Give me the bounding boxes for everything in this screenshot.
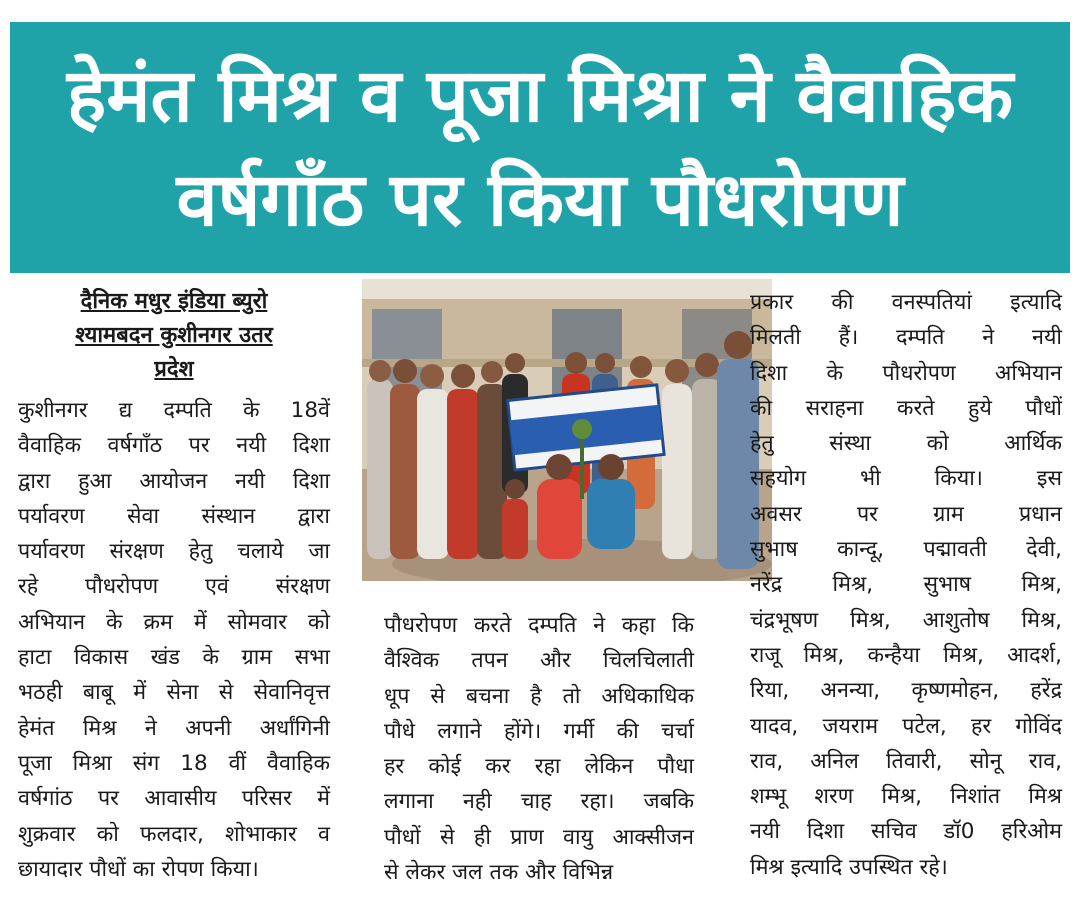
text-line: हेतु संस्था को आर्थिक	[750, 431, 1062, 457]
text-line: से लेकर जल तक और विभिन्न	[384, 860, 614, 886]
text-line: पौधे लगाने होंगे। गर्मी की चर्चा	[384, 718, 694, 744]
text-line: शम्भू शरण मिश्र, निशांत मिश्र	[750, 784, 1062, 810]
text-line: वर्षगांठ पर आवासीय परिसर में	[18, 786, 330, 812]
byline-line-2: श्यामबदन कुशीनगर उतर	[75, 323, 273, 348]
text-line: पर्यावरण सेवा संस्थान द्वारा	[18, 503, 330, 529]
headline-banner	[10, 22, 1070, 273]
text-line: द्वारा हुआ आयोजन नयी दिशा	[18, 468, 330, 494]
text-line: भठही बाबू में सेना से सेवानिवृत्त	[18, 680, 330, 706]
text-line: रहे पौधरोपण एवं संरक्षण	[18, 574, 330, 600]
text-line: मिलती हैं। दम्पति ने नयी	[750, 325, 1062, 351]
text-line: सहयोग भी किया। इस	[750, 466, 1062, 492]
text-line: दिशा के पौधरोपण अभियान	[750, 360, 1062, 386]
text-line: यादव, जयराम पटेल, हर गोविंद	[750, 713, 1062, 739]
byline-line-1: दैनिक मधुर इंडिया ब्युरो	[80, 289, 268, 314]
text-line: पौधरोपण करते दम्पति ने कहा कि	[384, 613, 694, 638]
article-text-right	[750, 285, 1062, 885]
text-line: राव, अनिल तिवारी, सोनू राव,	[750, 748, 1062, 774]
headline-line-2: वर्षगाँठ पर किया पौधरोपण	[176, 156, 904, 243]
text-line: हेमंत मिश्र ने अपनी अर्धांगिनी	[18, 715, 330, 741]
text-line: प्रकार की वनस्पतियां इत्यादि	[750, 290, 1062, 315]
text-line: सुभाष कान्दू, पद्मावती देवी,	[750, 537, 1062, 563]
text-line: लगाना नही चाह रहा। जबकि	[384, 789, 694, 815]
text-line: मिश्र इत्यादि उपस्थित रहे।	[750, 854, 948, 880]
article-column-left	[18, 285, 330, 887]
text-line: पर्यावरण संरक्षण हेतु चलाये जा	[18, 539, 330, 565]
text-line: चंद्रभूषण मिश्र, आशुतोष मिश्र,	[750, 607, 1062, 633]
text-line: रिया, अनन्या, कृष्णमोहन, हरेंद्र	[750, 678, 1062, 704]
text-line: धूप से बचना है तो अधिकाधिक	[384, 683, 694, 709]
byline	[18, 285, 330, 387]
article-column-right	[750, 285, 1062, 885]
text-line: वैवाहिक वर्षगाँठ पर नयी दिशा	[18, 433, 330, 459]
article-text-left	[18, 393, 330, 887]
text-line: अभियान के क्रम में सोमवार को	[18, 609, 330, 635]
text-line: की सराहना करते हुये पौधों	[750, 395, 1062, 421]
text-line: अवसर पर ग्राम प्रधान	[750, 501, 1062, 527]
text-line: पौधों से ही प्राण वायु आक्सीजन	[384, 824, 694, 850]
headline-line-1: हेमंत मिश्र व पूजा मिश्रा ने वैवाहिक	[66, 52, 1014, 139]
text-line: शुक्रवार को फलदार, शोभाकार व	[18, 821, 330, 847]
text-line: नरेंद्र मिश्र, सुभाष मिश्र,	[750, 572, 1062, 598]
text-line: हाटा विकास खंड के ग्राम सभा	[18, 645, 330, 671]
article-text-middle	[384, 608, 694, 890]
text-line: नयी दिशा सचिव डॉ0 हरिओम	[750, 819, 1062, 845]
text-line: छायादार पौधों का रोपण किया।	[18, 856, 259, 882]
text-line: पूजा मिश्रा संग 18 वीं वैवाहिक	[18, 750, 330, 776]
photo-illustration	[362, 279, 772, 581]
text-line: राजू मिश्र, कन्हैया मिश्र, आदर्श,	[750, 642, 1062, 668]
event-photo	[362, 279, 772, 581]
byline-line-3: प्रदेश	[154, 357, 194, 382]
article-column-middle	[384, 608, 694, 890]
text-line: हर कोई कर रहा लेकिन पौधा	[384, 754, 694, 780]
text-line: वैश्विक तपन और चिलचिलाती	[384, 648, 694, 674]
text-line: कुशीनगर द्य दम्पति के 18वें	[18, 398, 330, 423]
